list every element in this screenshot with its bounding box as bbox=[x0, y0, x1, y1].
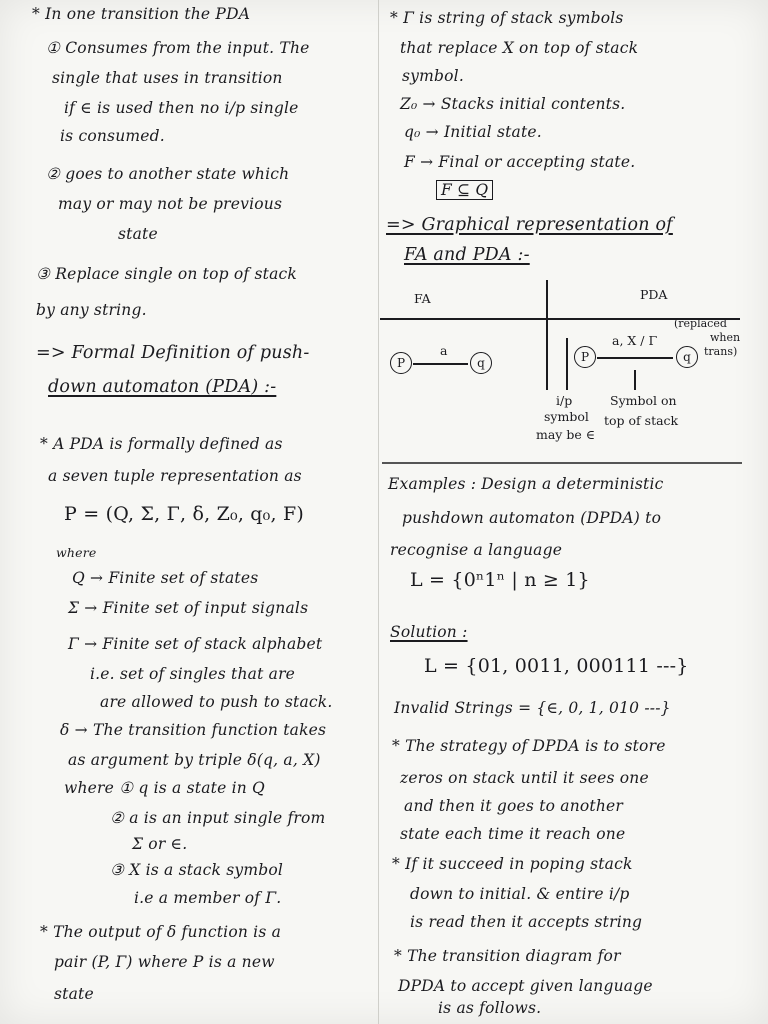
note-replaced-2: when bbox=[710, 331, 741, 344]
succeed-line3: is read then it accepts string bbox=[410, 913, 643, 931]
strategy-line1: * The strategy of DPDA is to store bbox=[392, 737, 666, 755]
note-stack-2: top of stack bbox=[604, 413, 679, 428]
f-subset-q-box: F ⊆ Q bbox=[436, 180, 493, 200]
f-subset-q bbox=[436, 182, 493, 199]
example-line3: recognise a language bbox=[390, 541, 563, 559]
graphical-heading-2 bbox=[404, 246, 530, 265]
strategy-line2: zeros on stack until it sees one bbox=[400, 769, 649, 787]
gamma-line2: that replace X on top of stack bbox=[400, 39, 639, 57]
where-label: where bbox=[56, 545, 97, 560]
example-line2: pushdown automaton (DPDA) to bbox=[402, 509, 662, 527]
item2-line2: may or may not be previous bbox=[58, 195, 283, 213]
note-stack-1: Symbol on bbox=[610, 393, 677, 408]
def-x-stack-cont: i.e a member of Γ. bbox=[134, 889, 282, 907]
gamma-line3: symbol. bbox=[402, 67, 464, 85]
pointer-stack bbox=[634, 370, 636, 390]
fa-state-q: q bbox=[470, 352, 492, 374]
formal-definition-heading-2: down automaton (PDA) :- bbox=[48, 377, 277, 397]
pda-label: PDA bbox=[640, 287, 668, 302]
item1-line1: ① Consumes from the input. The bbox=[46, 39, 310, 57]
strategy-line3: and then it goes to another bbox=[404, 797, 624, 815]
transition-line1: * The transition diagram for bbox=[394, 947, 621, 965]
graphical-heading-1 bbox=[386, 216, 673, 235]
seven-tuple: P = (Q, Σ, Γ, δ, Z₀, q₀, F) bbox=[64, 503, 304, 525]
strategy-line4: state each time it reach one bbox=[400, 825, 626, 843]
def-gamma-cont2: are allowed to push to stack. bbox=[100, 693, 333, 711]
def-delta-cont: as argument by triple δ(q, a, X) bbox=[68, 751, 321, 769]
def-gamma: Γ → Finite set of stack alphabet bbox=[68, 635, 323, 653]
output-line1: * The output of δ function is a bbox=[40, 923, 282, 941]
fa-state-p: P bbox=[390, 352, 412, 374]
gamma-line1: * Γ is string of stack symbols bbox=[390, 9, 624, 27]
pda-state-p: P bbox=[574, 346, 596, 368]
succeed-line1: * If it succeed in poping stack bbox=[392, 855, 633, 873]
solution-label: Solution : bbox=[390, 623, 468, 641]
def-delta: δ → The transition function takes bbox=[60, 721, 327, 739]
output-line3: state bbox=[54, 985, 94, 1003]
item3-line1: ③ Replace single on top of stack bbox=[36, 265, 297, 283]
item1-line3: if ∈ is used then no i/p single bbox=[64, 99, 299, 117]
note-replaced-1: (replaced bbox=[674, 317, 727, 330]
pda-def-line2: a seven tuple representation as bbox=[48, 467, 302, 485]
language-def: L = {0ⁿ1ⁿ | n ≥ 1} bbox=[410, 569, 590, 591]
pda-def-line1: * A PDA is formally defined as bbox=[40, 435, 283, 453]
fa-edge-label: a bbox=[440, 343, 448, 358]
def-a-input-cont: Σ or ∈. bbox=[132, 835, 188, 853]
column-divider bbox=[378, 0, 379, 1024]
succeed-line2: down to initial. & entire i/p bbox=[410, 885, 630, 903]
item2-line3: state bbox=[118, 225, 158, 243]
fa-transition-arrow bbox=[413, 363, 468, 365]
transition-line3: is as follows. bbox=[438, 999, 542, 1017]
def-sigma: Σ → Finite set of input signals bbox=[68, 599, 309, 617]
formal-definition-heading-1 bbox=[36, 344, 310, 363]
graphical-heading-2-text: FA and PDA :- bbox=[404, 245, 530, 265]
def-where-q: where ① q is a state in Q bbox=[64, 779, 265, 797]
pda-state-q: q bbox=[676, 346, 698, 368]
pda-transition-arrow bbox=[597, 357, 673, 359]
def-x-stack: ③ X is a stack symbol bbox=[110, 861, 284, 879]
item3-line2: by any string. bbox=[36, 301, 147, 319]
example-line1: Examples : Design a deterministic bbox=[388, 475, 664, 493]
item2-line1: ② goes to another state which bbox=[46, 165, 290, 183]
invalid-strings: Invalid Strings = {∈, 0, 1, 010 ---} bbox=[394, 699, 671, 717]
fa-label: FA bbox=[414, 291, 431, 306]
diagram-vertical-rule bbox=[546, 280, 548, 390]
note-replaced-3: trans) bbox=[704, 345, 738, 358]
def-Q: Q → Finite set of states bbox=[72, 569, 259, 587]
pda-edge-label: a, X / Γ bbox=[612, 333, 658, 348]
def-gamma-cont1: i.e. set of singles that are bbox=[90, 665, 296, 683]
pointer-input bbox=[566, 338, 568, 390]
f-def: F → Final or accepting state. bbox=[404, 153, 636, 171]
note-input-1: i/p bbox=[556, 393, 573, 408]
item1-line4: is consumed. bbox=[60, 127, 165, 145]
formal-definition-heading-1-text: => Formal Definition of push- bbox=[36, 343, 310, 363]
item1-line2: single that uses in transition bbox=[52, 69, 283, 87]
l-set: L = {01, 0011, 000111 ---} bbox=[424, 655, 689, 677]
graphical-heading-1-text: => Graphical representation of bbox=[386, 215, 673, 235]
transition-line2: DPDA to accept given language bbox=[398, 977, 653, 995]
def-a-input: ② a is an input single from bbox=[110, 809, 326, 827]
note-input-3: may be ∈ bbox=[536, 427, 595, 442]
section-rule bbox=[382, 462, 742, 464]
q0-def: q₀ → Initial state. bbox=[404, 123, 542, 141]
output-line2: pair (P, Γ) where P is a new bbox=[54, 953, 275, 971]
intro-text: * In one transition the PDA bbox=[32, 5, 251, 23]
note-input-2: symbol bbox=[544, 409, 589, 424]
z0-def: Z₀ → Stacks initial contents. bbox=[400, 95, 626, 113]
